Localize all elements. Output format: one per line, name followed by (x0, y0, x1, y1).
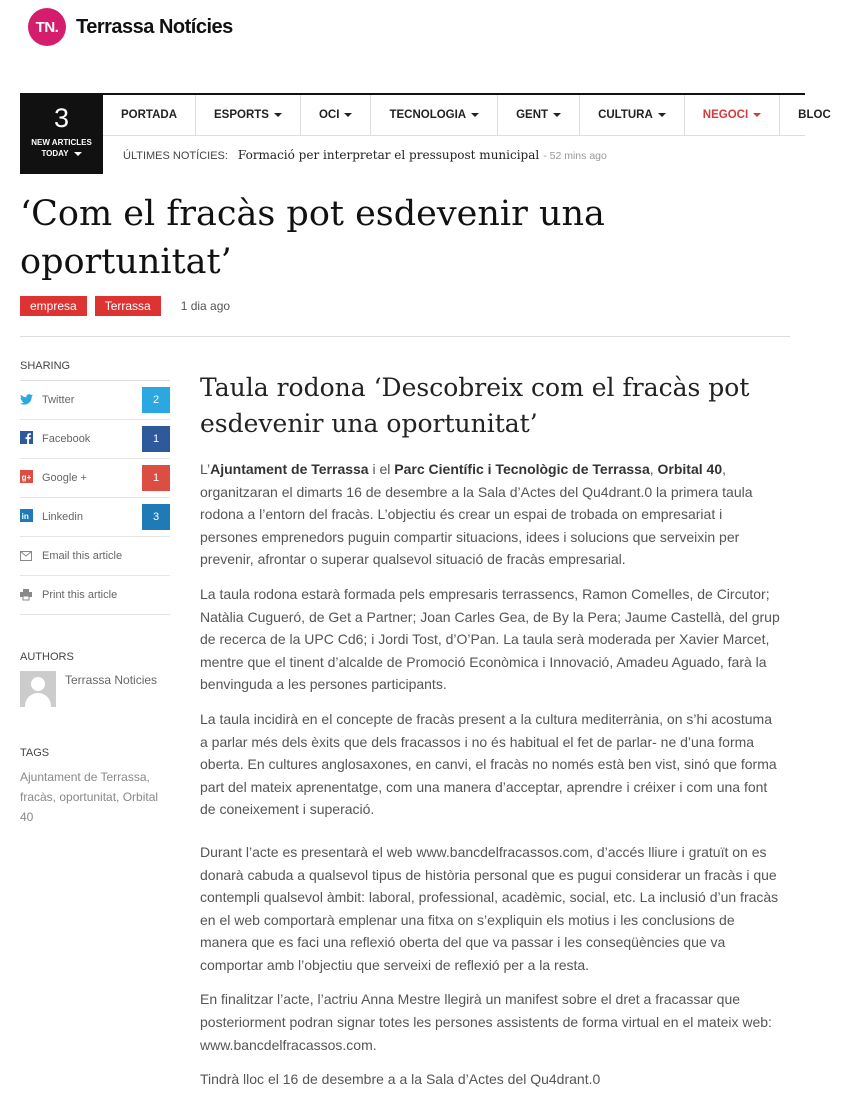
share-twitter[interactable] (20, 381, 170, 420)
menu-item-negoci[interactable] (685, 95, 780, 135)
share-count: 1 (142, 426, 170, 452)
article-paragraph: En finalitzar l’acte, l’actriu Anna Mestre llegirà un manifest sobre el dret a fracassar que posteriorment podran signar totes les persones assistents de forma virtual en el mateix web: www.bancdelfracassos.com. (200, 991, 772, 1053)
text-bold: Ajuntament de Terrassa (210, 461, 369, 477)
article-date: 1 dia ago (180, 299, 231, 313)
caret-down-icon (274, 113, 282, 117)
menu-label: TECNOLOGIA (389, 109, 467, 121)
author-entry[interactable] (20, 671, 170, 707)
share-facebook[interactable] (20, 420, 170, 459)
tag-badge-empresa[interactable]: empresa (20, 296, 87, 316)
menu-label: CULTURA (598, 109, 653, 121)
tags-section (20, 747, 170, 827)
article-paragraph: La taula rodona estarà formada pels empresaris terrassencs, Ramon Comelles, de Circutor; Natàlia Cugueró, de Get a Partner; Joan Carles Gea, de By la Pera; Jaume Castellà, del grup de recerca de la UPC Cd6; i Jordi Tost, d’O’Pan. La taula serà moderada per Xavier Marcet, mentre que el tinent d’alcalde de Promoció Econòmica i Innovació, Amadeu Aguado, farà la benvinguda a les persones participants. (200, 585, 780, 693)
print-article-link[interactable] (20, 576, 170, 615)
text-bold: Parc Científic i Tecnològic de Terrassa (394, 461, 650, 477)
logo-badge: TN. (28, 8, 66, 46)
caret-down-icon (344, 113, 352, 117)
article-paragraph: La taula incidirà en el concepte de fracàs present a la cultura mediterrània, on s’hi acostuma a parlar més dels èxits que dels fracassos i no és habitual el fet de parlar- ne d’una forma oberta. En cultures anglosaxones, en canvi, el fracàs no només està ben vist, sinó que forma part del mateix aprenentatge, com una manera d’acceptar, aprendre i créixer i com una font de coneixement i superació. (200, 710, 777, 818)
twitter-icon (20, 393, 42, 408)
authors-section (20, 651, 170, 707)
share-linkedin[interactable] (20, 498, 170, 537)
facebook-icon (20, 431, 42, 447)
ticker-headline-link[interactable]: Formació per interpretar el pressupost municipal (237, 148, 540, 162)
email-label: Email this article (42, 550, 123, 562)
authors-title: AUTHORS (20, 651, 74, 663)
menu-item-cultura[interactable] (580, 95, 685, 135)
menu-item-portada[interactable] (103, 95, 196, 135)
menu-item-esports[interactable] (196, 95, 301, 135)
share-label: Linkedin (42, 511, 83, 523)
menu-label: GENT (516, 109, 549, 121)
share-label: Twitter (42, 394, 75, 406)
divider (20, 336, 790, 337)
site-name: Terrassa Notícies (76, 15, 233, 38)
menu-item-bloc[interactable] (780, 95, 849, 135)
main-navbar (20, 93, 831, 174)
new-articles-label: NEW ARTICLES (31, 138, 92, 147)
share-count: 3 (142, 504, 170, 530)
caret-down-icon (74, 152, 82, 156)
article-paragraph: Durant l’acte es presentarà el web www.bancdelfracassos.com, d’accés lliure i gratuït on es donarà cabuda a qualsevol tipus de història personal que es pugui considerar un fracàs i que contempli qualsevol àmbit: laboral, professional, acadèmic, social, etc. La inclusió d’un fracàs en el web comportarà emplenar una fitxa on s’expliquin els motius i les conclusions de manera que es faci una reflexió oberta del que va passar i les conseqüències que va comportar amb l’objectiu que serveixi de reflexió per a la resta. (200, 843, 779, 973)
article-paragraph (200, 458, 780, 571)
menu-label: BLOC (798, 109, 831, 121)
menu-label: ESPORTS (214, 109, 269, 121)
article-meta (20, 296, 230, 316)
text-run: i el (368, 461, 395, 477)
share-label: Facebook (42, 433, 91, 445)
ticker-label: ÚLTIMES NOTÍCIES: (123, 150, 228, 162)
text-bold: Orbital 40 (657, 461, 723, 477)
printer-icon (20, 588, 42, 603)
menu-item-gent[interactable] (498, 95, 580, 135)
article-sidebar (20, 360, 170, 827)
share-label: Google + (42, 472, 87, 484)
today-label: TODAY (41, 149, 69, 158)
ticker-time: - 52 mins ago (543, 150, 607, 162)
today-dropdown[interactable] (20, 148, 103, 159)
share-count: 1 (142, 465, 170, 491)
text-run: , (649, 461, 658, 477)
text-run: L’ (200, 461, 211, 477)
menu-label: OCI (318, 109, 340, 121)
menu-label: PORTADA (121, 109, 178, 121)
new-articles-counter[interactable] (20, 95, 103, 174)
menu-label: NEGOCI (702, 109, 749, 121)
share-count: 2 (142, 387, 170, 413)
share-list (20, 380, 170, 615)
news-ticker (123, 148, 607, 162)
caret-down-icon (658, 113, 666, 117)
print-label: Print this article (42, 589, 118, 601)
sharing-title: SHARING (20, 360, 71, 372)
article-body (200, 370, 780, 1103)
email-article-link[interactable] (20, 537, 170, 576)
caret-down-icon (471, 113, 479, 117)
tags-list[interactable]: Ajuntament de Terrassa, fracàs, oportunitat, Orbital 40 (20, 770, 159, 824)
share-google-plus[interactable] (20, 459, 170, 498)
main-menu (103, 95, 831, 136)
site-logo[interactable] (28, 8, 233, 46)
envelope-icon (20, 549, 42, 564)
caret-down-icon (553, 113, 561, 117)
menu-item-tecnologia[interactable] (371, 95, 498, 135)
article-headline: ‘Com el fracàs pot esdevenir una oportunitat’ (20, 194, 605, 282)
svg-text:g+: g+ (21, 472, 32, 482)
new-articles-count: 3 (53, 103, 70, 133)
tags-title: TAGS (20, 747, 50, 759)
article-subtitle: Taula rodona ‘Descobreix com el fracàs pot esdevenir una oportunitat’ (200, 373, 750, 438)
tag-badge-terrassa[interactable]: Terrassa (95, 296, 161, 316)
text-run: , organitzaran el dimarts 16 de desembre a la Sala d’Actes del Qu4drant.0 la primera taula rodona a l’entorn del fracàs. L’objectiu és crear un espai de trobada on empresariat i persones emprenedors puguin compartir situacions, idees i solucions que serveixin per prevenir, afrontar o superar qualsevol situació de fracàs empresarial. (200, 461, 753, 568)
menu-item-oci[interactable] (301, 95, 371, 135)
article-paragraph: Tindrà lloc el 16 de desembre a a la Sala d’Actes del Qu4drant.0 (200, 1071, 601, 1088)
svg-text:in: in (21, 512, 29, 522)
google-plus-icon (20, 470, 42, 486)
author-name[interactable]: Terrassa Noticies (65, 673, 158, 687)
avatar (20, 671, 56, 707)
linkedin-icon (20, 509, 42, 525)
caret-down-icon (753, 113, 761, 117)
